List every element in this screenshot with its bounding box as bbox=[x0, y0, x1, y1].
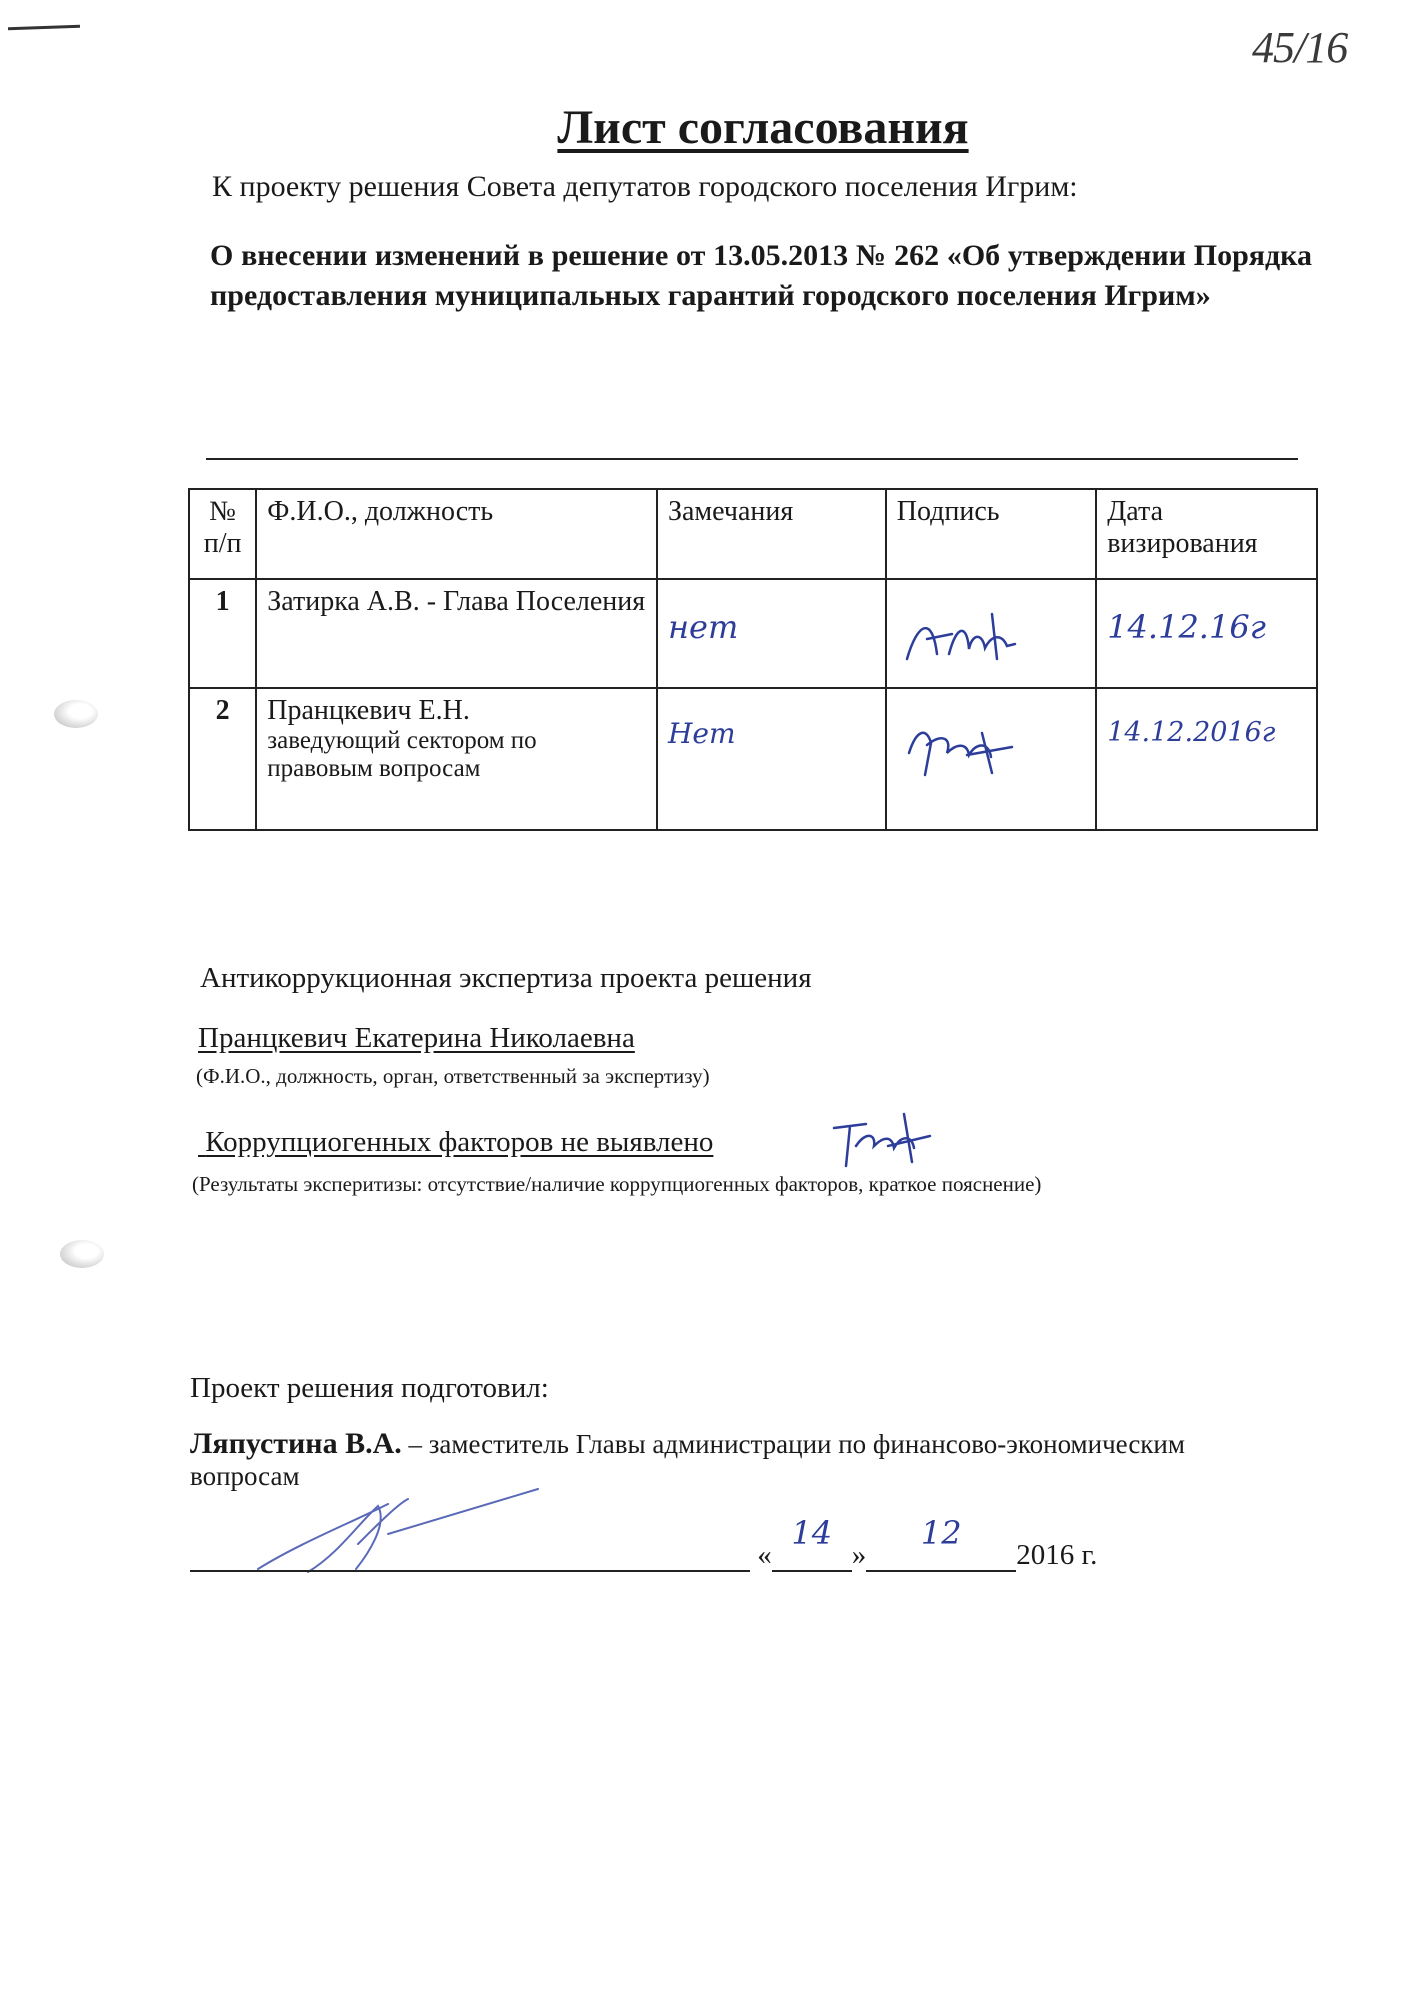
table-row bbox=[189, 688, 1317, 830]
expertise-result-text: Коррупциогенных факторов не выявлено bbox=[205, 1126, 714, 1158]
signature-blank bbox=[190, 1538, 750, 1572]
signature-date-line bbox=[190, 1514, 1098, 1572]
row-signature bbox=[886, 579, 1096, 688]
signature-icon bbox=[826, 1106, 936, 1172]
prepared-by-body bbox=[190, 1428, 1300, 1492]
date-month-field bbox=[866, 1514, 1016, 1572]
page-title: Лист согласования bbox=[557, 101, 969, 154]
row-signature bbox=[886, 688, 1096, 830]
quote-close: » bbox=[851, 1539, 867, 1571]
preparer-name: Ляпустина В.А. bbox=[190, 1427, 402, 1460]
row-remarks bbox=[657, 688, 886, 830]
handwritten-remarks: Нет bbox=[667, 717, 736, 750]
table-row bbox=[189, 579, 1317, 688]
header-signature: Подпись bbox=[886, 489, 1096, 579]
handwritten-month: 12 bbox=[920, 1514, 962, 1552]
document-subject: О внесении изменений в решение от 13.05.2013 № 262 «Об утверждении Порядка предоставления муниципальных гарантий городского поселения Игрим» bbox=[210, 239, 1312, 312]
anticorruption-title: Антикоррукционная экспертиза проекта решения bbox=[200, 962, 812, 994]
header-date: Дата визирования bbox=[1096, 489, 1317, 579]
row-num: 2 bbox=[189, 688, 256, 830]
expertise-result bbox=[198, 1126, 713, 1159]
row-name bbox=[256, 579, 657, 688]
date-day-field bbox=[772, 1514, 852, 1572]
preparer-position: – заместитель Главы администрации по финансово-экономическим вопросам bbox=[190, 1429, 1185, 1491]
document-subtitle: К проекту решения Совета депутатов городского поселения Игрим: bbox=[212, 170, 1078, 203]
handwritten-date: 14.12.16г bbox=[1107, 608, 1266, 646]
handwritten-date: 14.12.2016г bbox=[1107, 717, 1276, 748]
handwritten-page-number: 45/16 bbox=[1252, 23, 1348, 72]
expertise-result-caption: (Результаты экспеpитизы: отсутствие/наличие коррупциогенных факторов, краткое пояснение) bbox=[192, 1172, 1042, 1196]
prepared-by-title: Проект решения подготовил: bbox=[190, 1372, 549, 1404]
expert-caption: (Ф.И.О., должность, орган, ответственный за экспертизу) bbox=[196, 1064, 710, 1088]
signature-icon bbox=[897, 604, 1047, 674]
punch-hole-icon bbox=[54, 700, 98, 728]
row-name-text: Затирка А.В. - Глава Поселения bbox=[267, 586, 646, 617]
expert-name: Пранцкевич Екатерина Николаевна bbox=[198, 1022, 635, 1054]
handwritten-day: 14 bbox=[791, 1514, 833, 1552]
row-remarks bbox=[657, 579, 886, 688]
margin-dash-mark bbox=[8, 25, 80, 31]
header-remarks: Замечания bbox=[657, 489, 886, 579]
header-name: Ф.И.О., должность bbox=[256, 489, 657, 579]
header-num: № п/п bbox=[189, 489, 256, 579]
handwritten-remarks: нет bbox=[667, 608, 739, 646]
divider-line bbox=[206, 458, 1298, 460]
approval-table bbox=[188, 488, 1318, 831]
quote-open: « bbox=[757, 1539, 772, 1571]
row-name bbox=[256, 688, 657, 830]
row-date bbox=[1096, 579, 1317, 688]
date-year: 2016 г. bbox=[1016, 1539, 1098, 1571]
punch-hole-icon bbox=[60, 1240, 104, 1268]
row-position-text: заведующий сектором по правовым вопросам bbox=[267, 727, 537, 782]
signature-icon bbox=[897, 713, 1047, 783]
row-date bbox=[1096, 688, 1317, 830]
row-num: 1 bbox=[189, 579, 256, 688]
table-header-row bbox=[189, 489, 1317, 579]
row-name-text: Пранцкевич Е.Н. bbox=[267, 695, 470, 726]
